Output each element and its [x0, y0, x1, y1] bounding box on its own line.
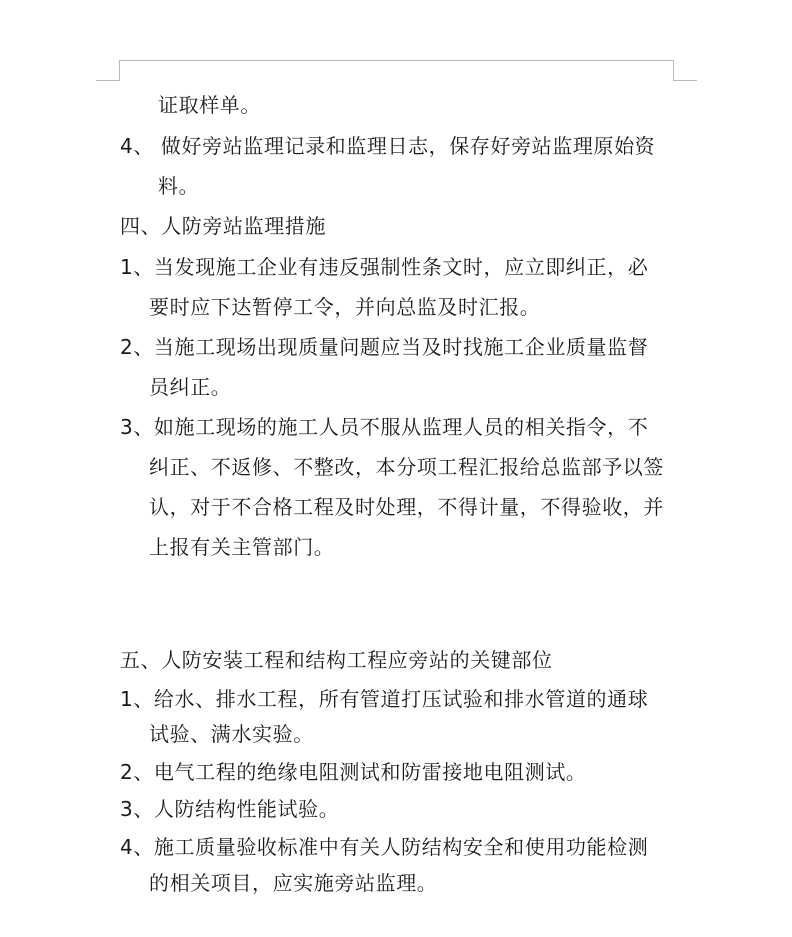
section-heading: 五、人防安装工程和结构工程应旁站的关键部位 — [120, 648, 553, 672]
text-line: 员纠正。 — [149, 375, 232, 399]
list-item-text: 1、给水、排水工程，所有管道打压试验和排水管道的通球 — [120, 687, 649, 711]
list-item-text: 3、人防结构性能试验。 — [120, 797, 340, 821]
list-item-text: 4、 做好旁站监理记录和监理日志，保存好旁站监理原始资 — [120, 134, 656, 158]
text-line: 试验、满水实验。 — [149, 722, 314, 746]
list-item-text: 4、施工质量验收标准中有关人防结构安全和使用功能检测 — [120, 835, 649, 859]
text-line: 认，对于不合格工程及时处理，不得计量，不得验收，并 — [149, 495, 664, 519]
list-item-text: 1、当发现施工企业有违反强制性条文时，应立即纠正，必 — [120, 255, 649, 279]
text-line: 纠正、不返修、不整改，本分项工程汇报给总监部予以签 — [149, 455, 664, 479]
list-item-text: 3、如施工现场的施工人员不服从监理人员的相关指令，不 — [120, 415, 649, 439]
text-line: 料。 — [158, 174, 200, 198]
list-item-text: 2、电气工程的绝缘电阻测试和防雷接地电阻测试。 — [120, 760, 587, 784]
text-line: 的相关项目，应实施旁站监理。 — [149, 871, 438, 895]
text-line: 要时应下达暂停工令，并向总监及时汇报。 — [149, 295, 541, 319]
text-line: 上报有关主管部门。 — [149, 535, 335, 559]
list-item-text: 2、当施工现场出现质量问题应当及时找施工企业质量监督 — [120, 335, 649, 359]
text-line: 证取样单。 — [158, 93, 261, 117]
section-heading: 四、人防旁站监理措施 — [120, 214, 326, 238]
